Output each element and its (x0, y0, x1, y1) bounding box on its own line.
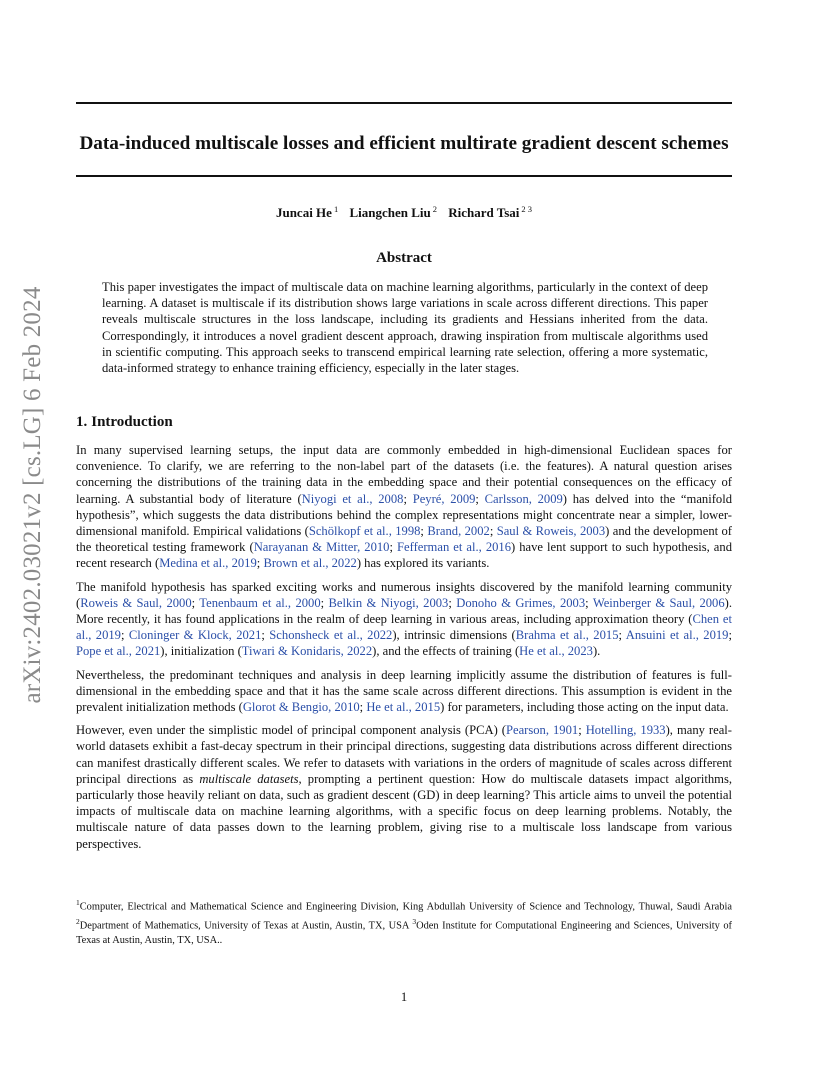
citation-link[interactable]: Brahma et al., 2015 (515, 628, 619, 643)
abstract-text: This paper investigates the impact of multiscale data on machine learning algorithms, particularly in the context of deep learning. A dataset is multiscale if its distribution shows large variations in scale across different directions. This paper reveals multiscale structures in the loss landscape, including its gradients and Hessians inherited from the data. Correspondingly, it introduces a novel gradient descent approach, drawing inspiration from multiscale algorithms used in scientific computing. This approach seeks to transcend empirical learning rate selection, offering a more systematic, data-informed strategy to enhance training efficiency, especially in the later stages. (102, 280, 708, 376)
citation-link[interactable]: Niyogi et al., 2008 (301, 491, 404, 506)
paragraph-1: In many supervised learning setups, the input data are commonly embedded in high-dimensional Euclidean spaces for convenience. To clarify, we are referring to the non-label part of the datasets (i.e. the features). A natural question arises concerning the distributions of the training data in the embedding space and their potential consequences on the efficacy of learning. A substantial body of literature (Niyogi et al., 2008; Peyré, 2009; Carlsson, 2009) has delved into the “manifold hypothesis”, which suggests the data distributions behind the complex representations might concentrate near a simpler, lower-dimensional manifold. Empirical validations (Schölkopf et al., 1998; Brand, 2002; Saul & Roweis, 2003) and the development of the theoretical testing framework (Narayanan & Mitter, 2010; Fefferman et al., 2016) have lent support to such hypothesis, and recent research (Medina et al., 2019; Brown et al., 2022) has explored its variants. (76, 443, 732, 571)
author-2: Liangchen Liu $^2$ (349, 204, 437, 221)
author-3: Richard Tsai $^{2 3}$ (448, 204, 533, 221)
author-affiliation-mark: 1 (333, 204, 339, 214)
citation-link[interactable]: He et al., 2023 (519, 644, 593, 659)
citation-link[interactable]: Roweis & Saul, 2000 (80, 595, 192, 610)
citation-link[interactable]: Tenenbaum et al., 2000 (199, 595, 321, 610)
citation-link[interactable]: He et al., 2015 (366, 700, 441, 715)
citation-link[interactable]: Schonsheck et al., 2022 (269, 628, 393, 643)
page-number: 1 (400, 990, 408, 1004)
citation-link[interactable]: Ansuini et al., 2019 (625, 628, 729, 643)
citation-link[interactable]: Tiwari & Konidaris, 2022 (241, 644, 373, 659)
section-title: Introduction (91, 414, 173, 430)
citation-link[interactable]: Peyré, 2009 (412, 491, 476, 506)
citation-link[interactable]: Saul & Roweis, 2003 (496, 524, 606, 539)
paper-title: Data-induced multiscale losses and efficient multirate gradient descent schemes (79, 133, 729, 154)
citation-link[interactable]: Chen et al., 2019 (76, 612, 732, 643)
citation-link[interactable]: Schölkopf et al., 1998 (308, 524, 421, 539)
author-1: Juncai He $^1$ (275, 204, 339, 221)
citation-link[interactable]: Pope et al., 2021 (76, 644, 161, 659)
citation-link[interactable]: Pearson, 1901 (505, 723, 579, 738)
arxiv-identifier-text: arXiv:2402.03021v2 [cs.LG] 6 Feb 2024 (19, 286, 46, 704)
citation-link[interactable]: Carlsson, 2009 (484, 491, 563, 506)
author-list (76, 204, 732, 221)
affiliation-footnote: $^1$Computer, Electrical and Mathematical Science and Engineering Division, King Abdullah University of Science and Technology, Thuwal, Saudi Arabia $^2$Department of Mathematics, University of Texas at Austin, Austin, TX, USA $^3$Oden Institute for Computational Engineering and Sciences, University of Texas at Austin, Austin, TX, USA.. (76, 898, 732, 946)
author-affiliation-mark: 2 (432, 204, 437, 214)
title-rule-bottom (76, 175, 732, 177)
citation-link[interactable]: Glorot & Bengio, 2010 (242, 700, 360, 715)
citation-link[interactable]: Brown et al., 2022 (263, 556, 357, 571)
arxiv-identifier-stamp (18, 286, 48, 704)
title-rule-top (76, 102, 732, 104)
citation-link[interactable]: Hotelling, 1933 (585, 723, 666, 738)
paragraph-3: Nevertheless, the predominant techniques and analysis in deep learning implicitly assume the distribution of features is full-dimensional in the embedding space and that it has the same scale across different directions. This assumption is evident in the prevalent initialization methods (Glorot & Bengio, 2010; He et al., 2015) for parameters, including those acting on the input data. (76, 667, 732, 715)
paragraph-2: The manifold hypothesis has sparked exciting works and numerous insights discovered by the manifold learning community (Roweis & Saul, 2000; Tenenbaum et al., 2000; Belkin & Niyogi, 2003; Donoho & Grimes, 2003; Weinberger & Saul, 2006). More recently, it has found applications in the realm of deep learning in various areas, including approximation theory (Chen et al., 2019; Cloninger & Klock, 2021; Schonsheck et al., 2022), intrinsic dimensions (Brahma et al., 2015; Ansuini et al., 2019; Pope et al., 2021), initialization (Tiwari & Konidaris, 2022), and the effects of training (He et al., 2023). (76, 579, 732, 659)
citation-link[interactable]: Weinberger & Saul, 2006 (592, 595, 725, 610)
paragraph-4: However, even under the simplistic model of principal component analysis (PCA) (Pearson, 1901; Hotelling, 1933), many real-world datasets exhibit a fast-decay spectrum in their principal directions, suggesting data distributions across different directions can manifest drastically different scales. We refer to datasets with variations in the orders of magnitude of scales across different principal directions as multiscale datasets, prompting a pertinent question: How do multiscale datasets impact algorithms, particularly those heavily reliant on data, such as gradient descent (GD) in deep learning? This article aims to unveil the potential impacts of multiscale data on machine learning algorithms, with a specific focus on deep learning problems. Notably, the multiscale nature of data passes down to the learning problem, giving rise to a multiscale loss landscape from various perspectives. (76, 723, 733, 851)
section-number: 1. (76, 414, 88, 430)
introduction-body (76, 442, 732, 859)
citation-link[interactable]: Belkin & Niyogi, 2003 (328, 595, 449, 610)
citation-link[interactable]: Fefferman et al., 2016 (397, 540, 512, 555)
section-heading-introduction (76, 414, 177, 431)
emphasized-term: multiscale datasets (199, 771, 299, 786)
author-affiliation-mark: 2 3 (521, 204, 533, 214)
citation-link[interactable]: Medina et al., 2019 (159, 556, 257, 571)
citation-link[interactable]: Donoho & Grimes, 2003 (456, 595, 586, 610)
abstract-heading: Abstract (376, 250, 432, 266)
citation-link[interactable]: Narayanan & Mitter, 2010 (253, 540, 390, 555)
citation-link[interactable]: Cloninger & Klock, 2021 (128, 628, 262, 643)
citation-link[interactable]: Brand, 2002 (427, 524, 490, 539)
